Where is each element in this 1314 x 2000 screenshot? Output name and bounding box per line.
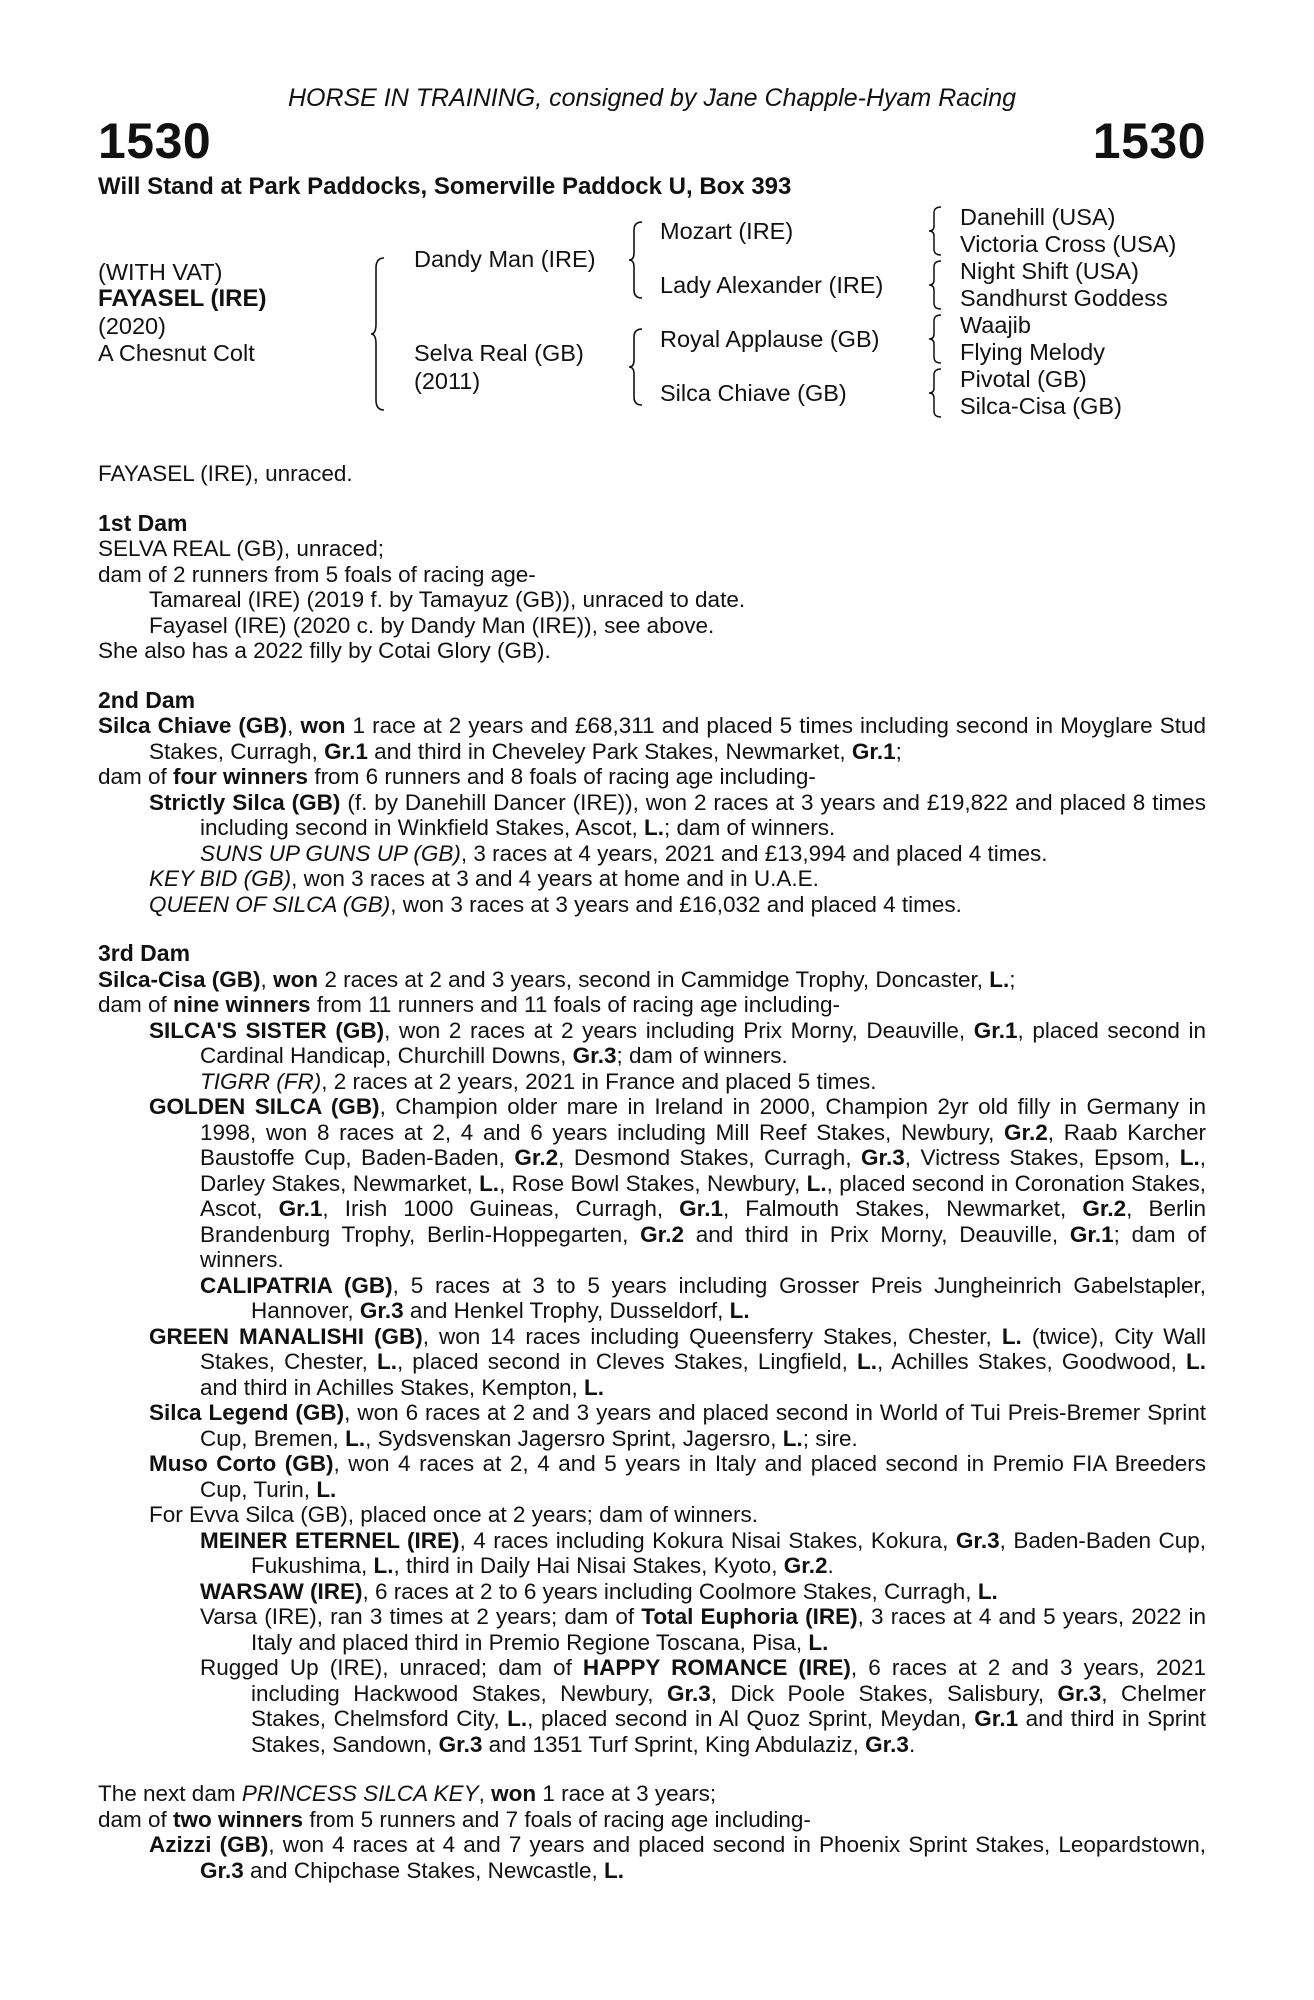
intro-line: FAYASEL (IRE), unraced.	[98, 461, 353, 486]
text-run: 2 races at 2 and 3 years, second in Cammidge Trophy, Doncaster,	[318, 966, 990, 992]
text-run: and Henkel Trophy, Dusseldorf,	[403, 1298, 730, 1323]
text-run: , won 3 races at 3 years and £16,032 and placed 4 times.	[390, 891, 962, 917]
text-run: (twice), City Wall Stakes, Chester,	[200, 1323, 1206, 1374]
text-run: Gr.3	[200, 1857, 244, 1883]
horse-description: A Chesnut Colt	[98, 340, 255, 366]
text-run: dam of	[98, 764, 174, 789]
text-run: Gr.2	[640, 1221, 684, 1247]
brace-3	[628, 327, 646, 407]
text-run: L.	[977, 1578, 998, 1604]
text-run: Gr.1	[278, 1196, 323, 1221]
next-dam-section	[98, 1781, 1206, 1883]
text-run: KEY BID (GB)	[149, 866, 292, 891]
sire: Dandy Man (IRE)	[414, 246, 596, 272]
dd-dam: Silca-Cisa (GB)	[960, 393, 1122, 419]
second-dam-produce-summary	[98, 764, 1206, 790]
second-dam-record	[98, 713, 1206, 764]
text-run: L.	[1185, 1349, 1206, 1374]
text-run: ;	[895, 738, 902, 764]
text-run: L.	[603, 1857, 624, 1883]
text-run: PRINCESS SILCA KEY	[241, 1781, 479, 1806]
text-run: , Champion older mare in Ireland in 2000, Champion 2yr old filly in Germany in 1998, won 8 races at 2, 4 and 6 years including Mill Reef Stakes, Newbury,	[200, 1094, 1206, 1145]
text-run: , Achilles Stakes, Goodwood,	[877, 1349, 1186, 1374]
text-run: L.	[373, 1553, 394, 1578]
text-run: L.	[345, 1425, 366, 1451]
produce-item	[98, 866, 1206, 892]
next-dam-produce-summary	[98, 1807, 1206, 1833]
text-run: dam of	[98, 992, 174, 1017]
text-run: , Raab Karcher Baustoffe Cup, Baden-Baden,	[200, 1119, 1206, 1170]
second-dam-section	[98, 688, 1206, 918]
dd-sire: Pivotal (GB)	[960, 366, 1087, 392]
text-run: .	[827, 1553, 834, 1578]
produce-item	[98, 1528, 1206, 1579]
produce-item	[98, 1579, 1206, 1605]
text-run: Gr.3	[666, 1680, 711, 1706]
produce-item	[98, 1069, 1206, 1095]
third-dam-produce-summary	[98, 992, 1206, 1018]
text-run: and 1351 Turf Sprint, King Abdulaziz,	[482, 1731, 866, 1757]
text-run: .	[908, 1731, 916, 1757]
ds-sire: Waajib	[960, 312, 1031, 338]
text-run: dam of	[98, 1806, 174, 1832]
text-run: , 3 races at 4 and 5 years, 2022 in Italy and placed third in Premio Regione Toscana, Pisa,	[251, 1604, 1206, 1655]
produce-item	[98, 1273, 1206, 1324]
text-run: Gr.2	[514, 1145, 559, 1170]
produce-item	[98, 1604, 1206, 1655]
text-run: ; dam of winners.	[616, 1043, 788, 1068]
produce-item	[98, 1451, 1206, 1502]
dam-year: (2011)	[414, 368, 481, 394]
text-run: L.	[479, 1170, 500, 1196]
text-run: L.	[857, 1349, 878, 1374]
consignment-line: HORSE IN TRAINING, consigned by Jane Chapple-Hyam Racing	[287, 84, 1017, 112]
text-run: from 6 runners and 8 foals of racing age including-	[308, 764, 816, 789]
text-run: L.	[643, 815, 664, 840]
text-run: The next dam	[98, 1781, 242, 1806]
text-run: L.	[316, 1476, 337, 1502]
produce-item	[98, 1324, 1206, 1401]
text-run: L.	[376, 1349, 397, 1374]
produce-item	[98, 1655, 1206, 1757]
horse-name: FAYASEL (IRE)	[98, 285, 267, 312]
text-run: , won 14 races including Queensferry Stakes, Chester,	[422, 1323, 1002, 1349]
text-run: ;	[1009, 966, 1016, 992]
text-run: ; dam of winners.	[663, 815, 836, 840]
text-run: Gr.1	[1069, 1221, 1114, 1247]
text-run: from 5 runners and 7 foals of racing age including-	[303, 1806, 811, 1832]
produce-note: She also has a 2022 filly by Cotai Glory (GB).	[98, 638, 551, 663]
text-run: , won 4 races at 4 and 7 years and placed second in Phoenix Sprint Stakes, Leopardstown,	[268, 1832, 1206, 1857]
text-run: nine winners	[173, 992, 311, 1017]
text-run: ,	[287, 713, 301, 738]
text-run: and third in Cheveley Park Stakes, Newmarket,	[367, 738, 852, 764]
text-run: , 4 races including Kokura Nisai Stakes, Kokura,	[459, 1527, 956, 1553]
text-run: Rugged Up (IRE), unraced; dam of	[200, 1655, 583, 1680]
first-dam-produce-summary: dam of 2 runners from 5 foals of racing age-	[98, 561, 536, 587]
text-run: , Dick Poole Stakes, Salisbury,	[710, 1680, 1058, 1706]
text-run: L.	[507, 1706, 528, 1731]
text-run: and third in Achilles Stakes, Kempton,	[200, 1374, 584, 1400]
brace-5	[928, 259, 944, 311]
text-run: , placed second in Cleves Stakes, Lingfield,	[396, 1349, 858, 1374]
text-run: SUNS UP GUNS UP (GB)	[200, 840, 461, 866]
text-run: SILCA'S SISTER (GB)	[149, 1017, 385, 1043]
text-run: , Rose Bowl Stakes, Newbury,	[499, 1170, 807, 1196]
brace-7	[928, 367, 944, 419]
text-run: , Irish 1000 Guineas, Curragh,	[322, 1196, 680, 1221]
text-run: L.	[729, 1298, 750, 1323]
dam: Selva Real (GB)	[414, 340, 584, 366]
second-dam-heading: 2nd Dam	[98, 686, 196, 713]
brace-4	[928, 205, 944, 257]
text-run: two winners	[173, 1806, 304, 1832]
text-run: Gr.2	[1082, 1196, 1127, 1221]
text-run: TIGRR (FR)	[200, 1068, 322, 1094]
text-run: Gr.3	[1057, 1680, 1102, 1706]
text-run: Gr.3	[861, 1145, 905, 1170]
text-run: , placed second in Cardinal Handicap, Churchill Downs,	[200, 1017, 1207, 1068]
text-run: 1 race at 2 years and £68,311 and placed 5 times including second in Moyglare Stud Stakes, Curragh,	[149, 713, 1206, 764]
text-run: , Berlin Brandenburg Trophy, Berlin-Hoppegarten,	[200, 1196, 1206, 1247]
text-run: Varsa (IRE), ran 3 times at 2 years; dam of	[200, 1604, 642, 1629]
text-run: Gr.3	[865, 1731, 909, 1757]
text-run: Gr.1	[973, 1017, 1018, 1043]
first-dam-heading: 1st Dam	[98, 509, 188, 536]
text-run: , won 4 races at 2, 4 and 5 years in Italy and placed second in Premio FIA Breeders Cup, Turin,	[200, 1451, 1206, 1502]
text-run: , won 6 races at 2 and 3 years and placed second in World of Tui Preis-Bremer Sprint Cup, Bremen,	[200, 1400, 1206, 1451]
lot-number-left: 1530	[98, 113, 212, 169]
next-dam-record	[98, 1781, 1206, 1807]
text-run: Gr.1	[679, 1196, 723, 1221]
text-run: , 6 races at 2 to 6 years including Coolmore Stakes, Curragh,	[362, 1578, 978, 1604]
text-run: (f. by Danehill Dancer (IRE)), won 2 races at 3 years and £19,822 and placed 8 times including second in Winkfield Stakes, Ascot,	[200, 789, 1207, 840]
text-run: Gr.1	[974, 1706, 1019, 1731]
produce-item	[98, 1094, 1206, 1273]
text-run: Silca Legend (GB)	[149, 1400, 345, 1425]
text-run: L.	[583, 1374, 604, 1400]
sire-sire: Mozart (IRE)	[660, 218, 794, 244]
produce-item: Tamareal (IRE) (2019 f. by Tamayuz (GB)), unraced to date.	[149, 587, 746, 612]
text-run: four winners	[173, 764, 309, 789]
text-run: Gr.1	[324, 738, 368, 764]
text-run: Gr.3	[438, 1731, 483, 1757]
first-dam-line: SELVA REAL (GB), unraced;	[98, 536, 384, 561]
brace-6	[928, 313, 944, 365]
text-run: Strictly Silca (GB)	[149, 789, 341, 815]
text-run: L.	[782, 1425, 803, 1451]
third-dam-heading: 3rd Dam	[98, 940, 191, 966]
text-run: ,	[478, 1781, 492, 1806]
text-run: Azizzi (GB)	[149, 1832, 269, 1857]
dam-sire: Royal Applause (GB)	[660, 326, 880, 352]
text-run: , 3 races at 4 years, 2021 and £13,994 and placed 4 times.	[460, 840, 1048, 866]
vat-note: (WITH VAT)	[98, 259, 223, 285]
text-run: , 2 races at 2 years, 2021 in France and placed 5 times.	[321, 1068, 877, 1094]
produce-item: For Evva Silca (GB), placed once at 2 years; dam of winners.	[149, 1502, 759, 1527]
produce-item	[98, 1018, 1206, 1069]
text-run: Silca Chiave (GB)	[98, 713, 288, 738]
produce-item: Fayasel (IRE) (2020 c. by Dandy Man (IRE)), see above.	[149, 612, 715, 638]
dam-dam: Silca Chiave (GB)	[660, 380, 847, 406]
text-run: Gr.3	[572, 1043, 617, 1068]
produce-item	[98, 841, 1206, 867]
sd-dam: Sandhurst Goddess	[960, 285, 1168, 311]
text-run: , 5 races at 3 to 5 years including Grosser Preis Jungheinrich Gabelstapler, Hannover,	[251, 1272, 1206, 1323]
text-run: from 11 runners and 11 foals of racing age including-	[310, 992, 841, 1017]
sd-sire: Night Shift (USA)	[960, 258, 1139, 284]
text-run: QUEEN OF SILCA (GB)	[149, 891, 391, 917]
text-run: L.	[806, 1170, 827, 1196]
text-run: and third in Prix Morny, Deauville,	[683, 1221, 1070, 1247]
catalogue-text	[98, 461, 1206, 1883]
text-run: and third in Sprint Stakes, Sandown,	[251, 1706, 1206, 1757]
text-run: , Baden-Baden Cup, Fukushima,	[251, 1527, 1206, 1578]
text-run: MEINER ETERNEL (IRE)	[200, 1527, 460, 1553]
produce-item	[98, 790, 1206, 841]
third-dam-section	[98, 941, 1206, 1757]
brace-2	[628, 220, 646, 300]
text-run: and Chipchase Stakes, Newcastle,	[243, 1857, 604, 1883]
ss-dam: Victoria Cross (USA)	[960, 231, 1177, 257]
text-run: , Sydsvenskan Jagersro Sprint, Jagersro,	[365, 1425, 783, 1451]
text-run: Total Euphoria (IRE)	[641, 1604, 858, 1629]
ss-sire: Danehill (USA)	[960, 204, 1116, 230]
text-run: , Victress Stakes, Epsom,	[904, 1145, 1180, 1170]
sire-dam: Lady Alexander (IRE)	[660, 272, 884, 298]
text-run: L.	[1001, 1323, 1022, 1349]
text-run: , won 2 races at 2 years including Prix Morny, Deauville,	[384, 1017, 974, 1043]
text-run: , Chelmer Stakes, Chelmsford City,	[251, 1680, 1206, 1731]
text-run: ,	[260, 966, 274, 992]
text-run: , third in Daily Hai Nisai Stakes, Kyoto,	[393, 1553, 784, 1578]
text-run: Silca-Cisa (GB)	[98, 966, 261, 992]
text-run: ; sire.	[802, 1425, 858, 1451]
text-run: L.	[989, 966, 1010, 992]
ds-dam: Flying Melody	[960, 339, 1105, 365]
text-run: 1 race at 3 years;	[536, 1781, 717, 1806]
text-run: GOLDEN SILCA (GB)	[149, 1094, 380, 1119]
text-run: L.	[1179, 1145, 1200, 1170]
text-run: , placed second in Al Quoz Sprint, Meydan,	[527, 1706, 975, 1731]
text-run: GREEN MANALISHI (GB)	[149, 1323, 423, 1349]
text-run: , placed second in Coronation Stakes, Ascot,	[200, 1170, 1206, 1221]
text-run: WARSAW (IRE)	[200, 1578, 363, 1604]
lot-number-right: 1530	[1092, 113, 1206, 169]
produce-item	[98, 1832, 1206, 1883]
text-run: Gr.3	[955, 1527, 1000, 1553]
stabling-location: Will Stand at Park Paddocks, Somerville Paddock U, Box 393	[98, 173, 792, 200]
text-run: L.	[808, 1629, 829, 1655]
text-run: Gr.3	[359, 1298, 404, 1323]
text-run: , won 3 races at 3 and 4 years at home and in U.A.E.	[291, 866, 819, 891]
text-run: Muso Corto (GB)	[149, 1451, 334, 1476]
first-dam-section	[98, 511, 1206, 664]
brace-1	[370, 256, 390, 412]
text-run: CALIPATRIA (GB)	[200, 1272, 393, 1298]
horse-year: (2020)	[98, 313, 166, 339]
text-run: won	[491, 1781, 537, 1806]
text-run: Gr.2	[1004, 1119, 1048, 1145]
text-run: won	[300, 713, 346, 738]
text-run: Gr.2	[783, 1553, 828, 1578]
text-run: , Falmouth Stakes, Newmarket,	[722, 1196, 1083, 1221]
produce-item	[98, 1400, 1206, 1451]
text-run: , Darley Stakes, Newmarket,	[200, 1145, 1206, 1196]
text-run: HAPPY ROMANCE (IRE)	[582, 1655, 851, 1680]
text-run: won	[273, 966, 319, 992]
third-dam-record	[98, 967, 1206, 993]
text-run: Gr.1	[851, 738, 896, 764]
text-run: ; dam of winners.	[200, 1221, 1206, 1272]
produce-item	[98, 892, 1206, 918]
text-run: , 6 races at 2 and 3 years, 2021 including Hackwood Stakes, Newbury,	[251, 1655, 1206, 1706]
text-run: , Desmond Stakes, Curragh,	[558, 1145, 862, 1170]
